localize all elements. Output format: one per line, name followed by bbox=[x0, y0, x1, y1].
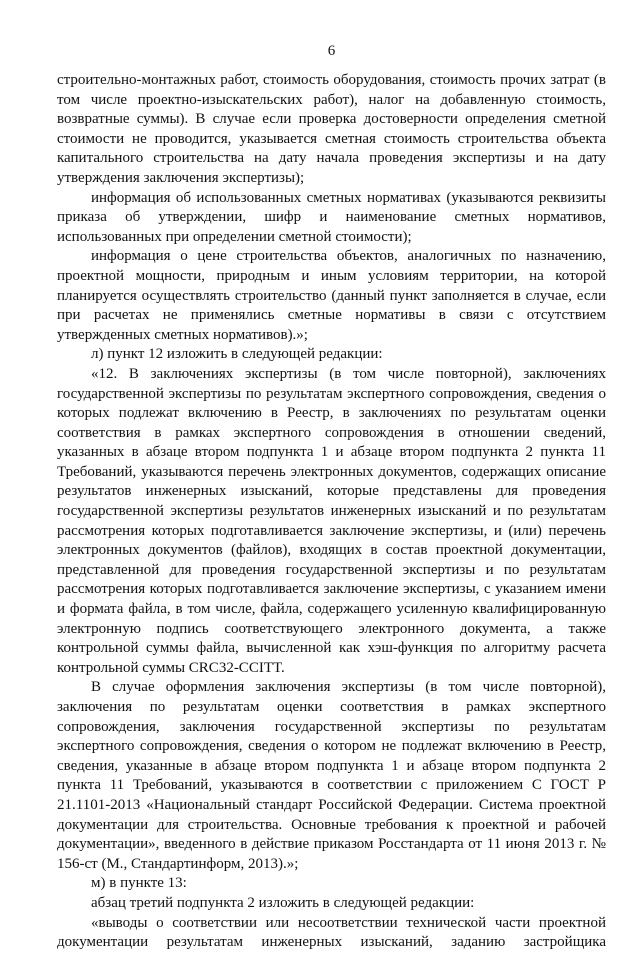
paragraph: В случае оформления заключения экспертизы (в том числе повторной), заключения по результатам оценки соответствия в рамках экспертного сопровождения, заключения государственной экспертизы по результатам экспертного сопровождения, сведения о котором не подлежат включению в Реестр, сведения, указанные в абзаце втором подпункта 1 и абзаце втором подпункта 2 пункта 11 Требований, указываются в соответствии с приложением С ГОСТ Р 21.1101-2013 «Национальный стандарт Российской Федерации. Система проектной документации для строительства. Основные требования к проектной и рабочей документации», введенного в действие приказом Росстандарта от 11 июня 2013 г. № 156-ст (М., Стандартинформ, 2013).»; bbox=[57, 679, 606, 872]
paragraph: информация о цене строительства объектов, аналогичных по назначению, проектной мощности, природным и иным условиям территории, на которой планируется осуществлять строительство (данный пункт заполняется в случае, если при расчетах не применялись сметные нормативы в связи с отсутствием утвержденных сметных нормативов).»; bbox=[57, 248, 606, 343]
paragraph: м) в пункте 13: bbox=[91, 875, 187, 892]
paragraph: л) пункт 12 изложить в следующей редакции: bbox=[91, 346, 383, 363]
paragraph: строительно-монтажных работ, стоимость оборудования, стоимость прочих затрат (в том числе проектно-изыскательских работ), налог на добавленную стоимость, возвратные суммы). В случае если проверка достоверности определения сметной стоимости не проводится, указывается сметная стоимость строительства объекта капитального строительства на дату начала проведения экспертизы и на дату утверждения заключения экспертизы); bbox=[57, 72, 606, 186]
paragraph: «выводы о соответствии или несоответствии технической части проектной документации результатам инженерных изысканий, заданию застройщика bbox=[57, 914, 606, 951]
page-number: 6 bbox=[327, 43, 336, 59]
paragraph: абзац третий подпункта 2 изложить в следующей редакции: bbox=[91, 894, 475, 911]
paragraph: информация об использованных сметных нормативах (указываются реквизиты приказа об утверждении, шифр и наименование сметных нормативов, использованных при определении сметной стоимости); bbox=[57, 189, 606, 245]
paragraph: «12. В заключениях экспертизы (в том числе повторной), заключениях государственной экспертизы по результатам экспертного сопровождения, сведения о которых подлежат включению в Реестр, в заключениях по результатам оценки соответствия в рамках экспертного сопровождения в отношении сведений, указанных в абзаце втором подпункта 1 и абзаце втором подпункта 2 пункта 11 Требований, указываются перечень электронных документов, содержащих описание результатов инженерных изысканий, которые представлены для проведения государственной экспертизы результатов инженерных изысканий и по результатам рассмотрения которых подготавливается заключение экспертизы, и (или) перечень электронных документов (файлов), входящих в состав проектной документации, представленной для проведения государственной экспертизы и по результатам рассмотрения которых подготавливается заключение экспертизы, с указанием имени и формата файла, в том числе, файла, содержащего усиленную квалифицированную электронную подпись соответствующего электронного документа, а также контрольной суммы файла, вычисленной как хэш-функция по алгоритму расчета контрольной суммы CRC32-CCITT. bbox=[57, 365, 606, 676]
document-body bbox=[57, 71, 606, 953]
